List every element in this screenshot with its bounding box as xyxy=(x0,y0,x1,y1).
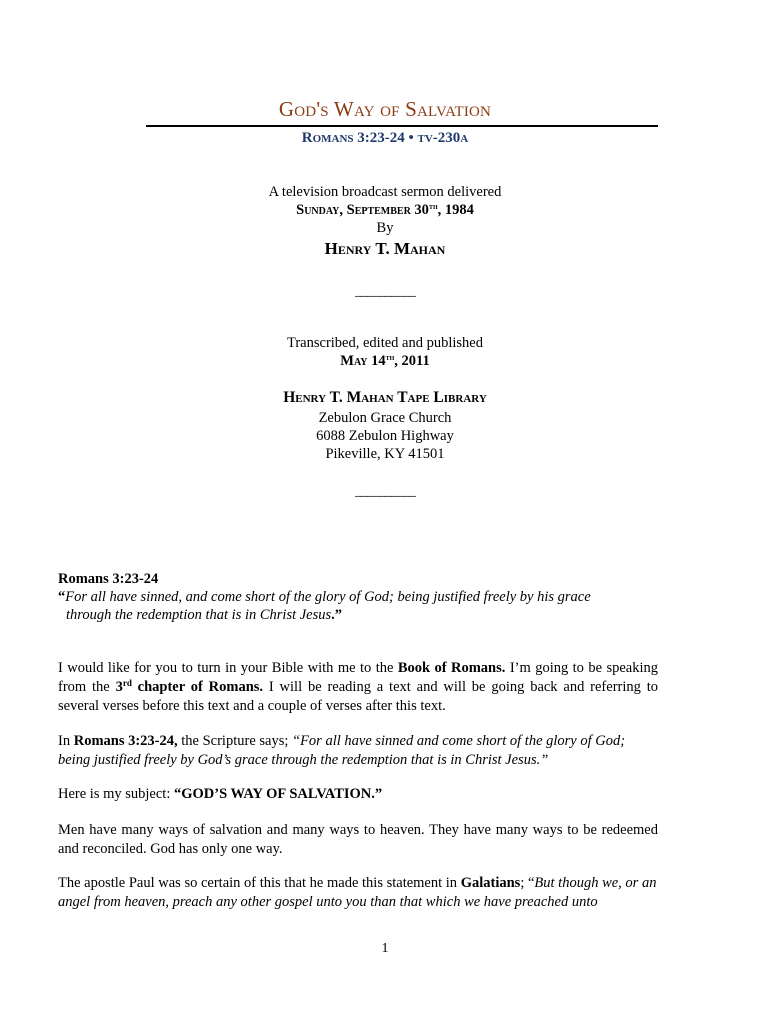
publication-date-sup: th xyxy=(385,352,395,362)
document-subtitle: Romans 3:23-24 • tv-230a xyxy=(301,130,469,146)
publication-date-prefix: May 14 xyxy=(340,353,386,369)
transcribed-line: Transcribed, edited and published xyxy=(287,335,483,351)
by-line: By xyxy=(376,220,394,236)
p5-text-b: ; “ xyxy=(520,875,535,891)
street-address: 6088 Zebulon Highway xyxy=(316,428,454,444)
p5-bold-galatians: Galatians xyxy=(460,875,521,891)
scripture-line-1 xyxy=(58,588,658,607)
scripture-close-quote: .” xyxy=(331,607,343,623)
p2-text-a: In xyxy=(58,733,74,749)
tape-library-title: Henry T. Mahan Tape Library xyxy=(283,389,487,406)
p1-chapter-num: 3 xyxy=(115,679,123,695)
p1-chapter-sup: rd xyxy=(122,678,132,688)
p2-italic-quote: “For all have sinned and come short of the glory of God; being justified freely by God’s grace through the redemption that is in Christ Jesus.” xyxy=(58,733,626,768)
broadcast-date xyxy=(0,202,770,219)
scripture-line-2 xyxy=(66,606,658,625)
intro-line: A television broadcast sermon delivered xyxy=(268,184,502,200)
p1-bold-book: Book of Romans. xyxy=(397,660,506,676)
publication-date-suffix: , 2011 xyxy=(394,353,430,369)
p3-text-a: Here is my subject: xyxy=(58,786,174,802)
p2-text-b: the Scripture says; xyxy=(177,733,293,749)
p1-chapter-text: chapter of Romans. xyxy=(131,679,264,695)
city-address: Pikeville, KY 41501 xyxy=(325,446,445,462)
scripture-text-1: For all have sinned, and come short of the glory of God; being justified freely by his grace xyxy=(65,589,591,605)
paragraph-2 xyxy=(58,732,658,770)
p5-text-a: The apostle Paul was so certain of this that he made this statement in xyxy=(58,875,461,891)
broadcast-date-suffix: , 1984 xyxy=(437,202,474,218)
divider-bottom: __________ xyxy=(355,484,415,499)
p1-text-a: I would like for you to turn in your Bible with me to the xyxy=(58,660,398,676)
church-name: Zebulon Grace Church xyxy=(318,410,452,426)
scripture-open-quote: “ xyxy=(58,589,66,605)
paragraph-3 xyxy=(58,785,658,804)
p1-text-b: I’m going to be speaking from the xyxy=(58,660,659,695)
title-rule xyxy=(146,125,658,127)
author-name: Henry T. Mahan xyxy=(324,239,446,258)
broadcast-date-prefix: Sunday, September 30 xyxy=(296,202,429,218)
p3-bold-subject: “GOD’S WAY OF SALVATION.” xyxy=(173,786,383,802)
p1-bold-chapter xyxy=(116,679,263,695)
paragraph-4: Men have many ways of salvation and many ways to heaven. They have many ways to be redeemed and reconciled. God has only one way. xyxy=(58,822,658,857)
p1-text-c: I will be reading a text and will be going back and referring to several verses before this text and a couple of verses after this text. xyxy=(58,679,658,714)
paragraph-5 xyxy=(58,874,658,912)
p5-italic-quote: But though we, or an angel from heaven, preach any other gospel unto you than that which we have preached unto xyxy=(58,875,657,910)
broadcast-date-sup: th xyxy=(428,201,438,211)
divider-top: __________ xyxy=(355,284,415,299)
p2-bold-ref: Romans 3:23-24, xyxy=(73,733,178,749)
publication-date xyxy=(0,353,770,370)
scripture-text-2: through the redemption that is in Christ Jesus xyxy=(66,607,332,623)
page-number: 1 xyxy=(381,941,389,956)
document-title: God's Way of Salvation xyxy=(278,97,492,121)
scripture-reference: Romans 3:23-24 xyxy=(58,571,159,587)
paragraph-1 xyxy=(58,659,658,716)
